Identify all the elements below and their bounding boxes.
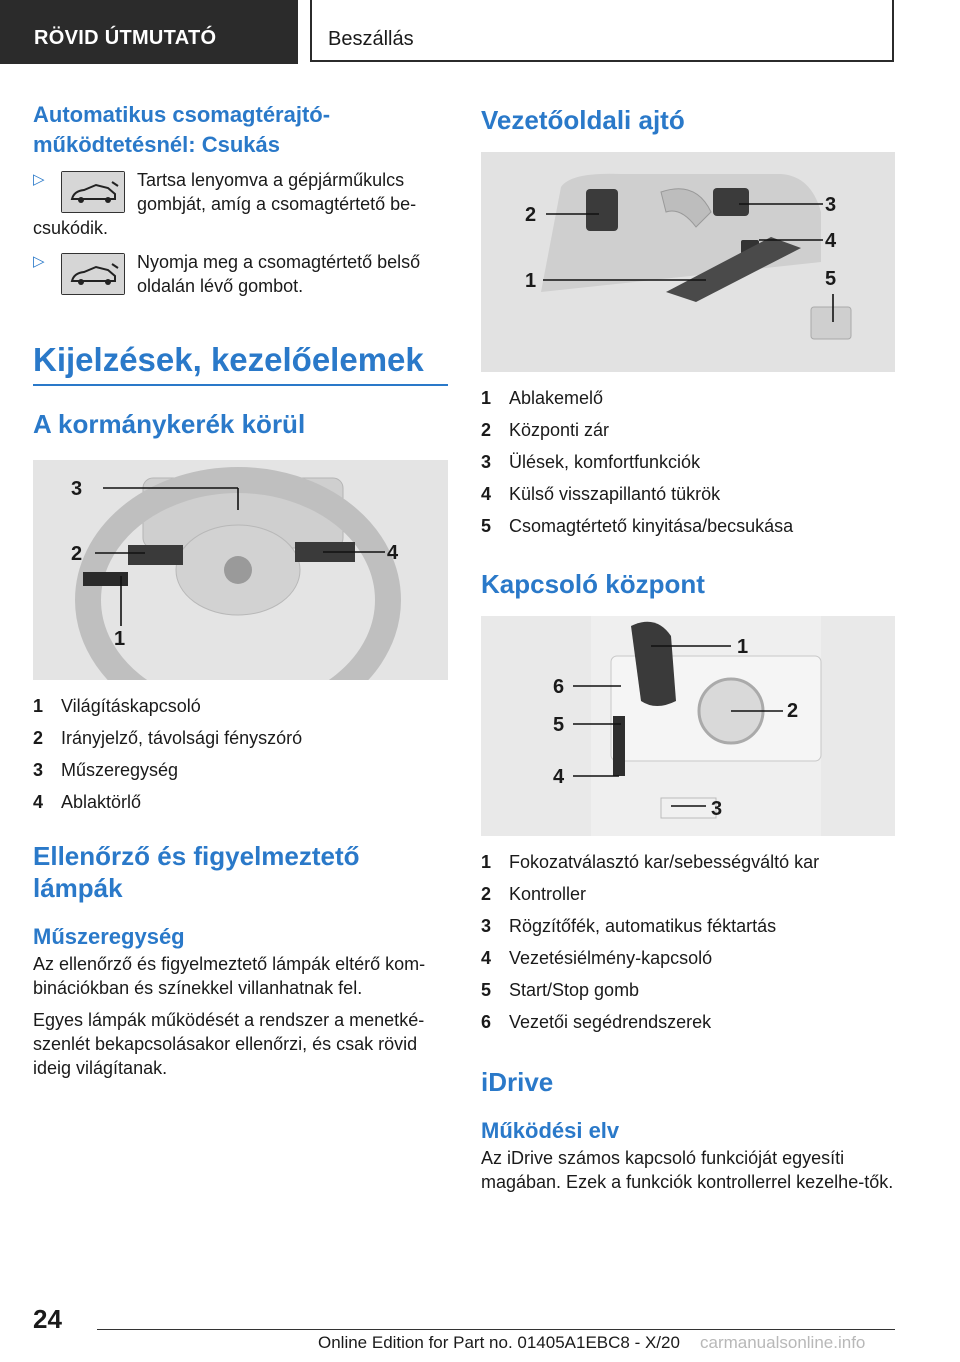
door-heading: Vezetőoldali ajtó [481,105,685,135]
wheel-callout-2: 2 [71,543,83,565]
list-item: 5 Start/Stop gomb [481,980,640,1000]
paragraph: Az ellenőrző és figyelmeztető lámpák eltérő kom-binációkban és színekkel villanhatnak fel. [33,954,426,998]
footer-divider [97,1329,895,1330]
step-item [33,168,448,246]
list-item: 3 Műszeregység [33,760,179,780]
list-item: 2 Központi zár [481,420,610,440]
step-2-text: Nyomja meg a csomagtértető belső oldalán lévő gombot. [137,252,421,296]
wheel-callout-4: 4 [387,542,399,564]
edition-text: Online Edition for Part no. 01405A1EBC8 - X/20 [318,1333,680,1352]
list-item: 1 Fokozatválasztó kar/sebességváltó kar [481,852,820,872]
left-column [33,100,448,1080]
door-callout-2: 2 [525,204,537,226]
trunk-close-icon [61,171,125,213]
center-callout-4: 4 [553,766,565,788]
steering-wheel-image [33,460,448,680]
section-title: Kijelzések, kezelőelemek [33,341,424,378]
trunk-close-icon [61,253,125,295]
header-section-label: RÖVID ÚTMUTATÓ [34,27,217,49]
header-topic-tab [310,0,894,62]
idrive-heading: iDrive [481,1067,554,1097]
step-1-text: Tartsa lenyomva a gépjárműkulcs gombját, amíg a csomagtértető be-csukódik. [33,170,417,238]
header-topic-label: Beszállás [328,28,414,50]
center-callout-1: 1 [737,636,749,658]
watermark-text: carmanualsonline.info [700,1333,866,1352]
triangle-bullet-icon: ▷ [33,253,45,270]
wheel-legend [33,690,448,818]
center-legend [481,846,895,1038]
list-item: 4 Vezetésiélmény-kapcsoló [481,948,713,968]
right-column [481,100,895,1194]
list-item: 4 Külső visszapillantó tükrök [481,484,721,504]
wheel-heading: A kormánykerék körül [33,409,306,439]
list-item: 3 Ülések, komfortfunkciók [481,452,701,472]
list-item: 4 Ablaktörlő [33,792,142,812]
door-legend [481,382,895,542]
driver-door-image [481,152,895,372]
list-item: 2 Irányjelző, távolsági fényszóró [33,728,303,748]
center-heading: Kapcsoló központ [481,569,705,599]
wheel-callout-1: 1 [114,628,126,650]
door-callout-5: 5 [825,268,837,290]
center-callout-6: 6 [553,676,565,698]
paragraph: Az iDrive számos kapcsoló funkcióját egyesíti magában. Ezek a funkciók kontrollerrel kezelhe-tők. [481,1148,894,1192]
lamps-heading: Ellenőrző és figyelmeztető lámpák [33,841,360,903]
list-item: 5 Csomagtértető kinyitása/becsukása [481,516,794,536]
door-callout-4: 4 [825,230,837,252]
list-item: 1 Ablakemelő [481,388,604,408]
section-divider [33,384,448,386]
list-item: 3 Rögzítőfék, automatikus féktartás [481,916,777,936]
wheel-callout-3: 3 [71,478,83,500]
triangle-bullet-icon: ▷ [33,171,45,188]
door-callout-3: 3 [825,194,837,216]
door-callout-1: 1 [525,270,537,292]
list-item: 6 Vezetői segédrendszerek [481,1012,712,1032]
header-section-tab [0,0,298,64]
paragraph: Egyes lámpák működését a rendszer a menetké-szenlét bekapcsolásakor ellenőrzi, és csak rövid ideig világítanak. [33,1010,425,1078]
principle-heading: Működési elv [481,1118,620,1143]
center-callout-3: 3 [711,798,723,820]
step-item [33,250,448,322]
page-number: 24 [33,1304,62,1334]
trunk-heading: Automatikus csomagtérajtó-működtetésnél: Csukás [33,102,331,157]
list-item: 2 Kontroller [481,884,587,904]
center-callout-2: 2 [787,700,799,722]
list-item: 1 Világításkapcsoló [33,696,201,716]
cluster-heading: Műszeregység [33,924,185,949]
center-console-image [481,616,895,836]
center-callout-5: 5 [553,714,565,736]
